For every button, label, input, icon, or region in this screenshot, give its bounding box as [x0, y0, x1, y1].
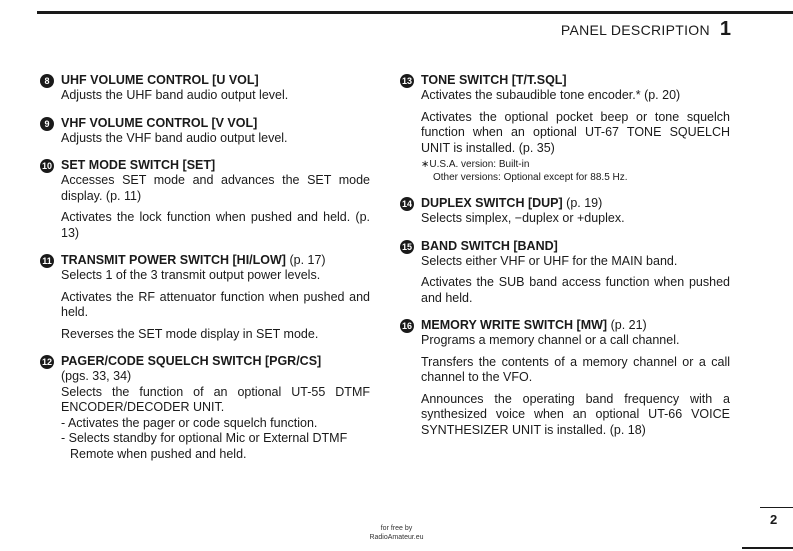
item-vhf-volume — [40, 115, 370, 147]
top-rule — [37, 11, 793, 14]
item-number-badge: 8 — [40, 74, 54, 88]
item-band-switch — [400, 238, 730, 307]
list-item: - Selects standby for optional Mic or External DTMF Remote when pushed and held. — [61, 431, 348, 461]
item-text: Activates the subaudible tone encoder.* (p. 20) — [421, 88, 681, 102]
page-ref: (pgs. 33, 34) — [61, 369, 132, 383]
item-pager-code-squelch — [40, 353, 370, 462]
item-heading — [421, 317, 730, 333]
item-number-badge: 11 — [40, 254, 54, 268]
chapter-number: 1 — [719, 18, 731, 40]
item-text: Accesses SET mode and advances the SET mode display. (p. 11) — [61, 173, 370, 203]
item-tone-switch — [400, 72, 730, 184]
footer-credit — [0, 524, 793, 542]
item-text: Announces the operating band frequency with a synthesized voice when an optional UT-66 VOICE SYNTHESIZER UNIT is installed. (p. 18) — [421, 391, 730, 437]
bottom-edge-mark — [742, 547, 793, 549]
item-text: Reverses the SET mode display in SET mode. — [61, 326, 319, 341]
page-title: PANEL DESCRIPTION — [560, 22, 710, 38]
item-heading-text: DUPLEX SWITCH [DUP] — [421, 196, 563, 210]
item-heading: VHF VOLUME CONTROL [V VOL] — [61, 115, 258, 130]
page-ref: (p. 21) — [610, 318, 647, 332]
item-text: Programs a memory channel or a call channel. — [421, 333, 680, 347]
item-text: Activates the lock function when pushed and held. (p. 13) — [61, 210, 370, 240]
item-heading: SET MODE SWITCH [SET] — [61, 158, 216, 172]
item-text: Selects simplex, −duplex or +duplex. — [421, 211, 625, 225]
item-heading-text: MEMORY WRITE SWITCH [MW] — [421, 318, 608, 332]
item-memory-write — [400, 317, 730, 438]
footnote — [421, 158, 730, 184]
page-number: 2 — [770, 512, 778, 527]
item-number-badge: 13 — [401, 76, 412, 86]
item-text: Activates the SUB band access function when pushed and held. — [421, 275, 730, 305]
item-heading — [421, 195, 730, 211]
list-item: - Activates the pager or code squelch function. — [61, 415, 318, 430]
footer-line: RadioAmateur.eu — [369, 534, 424, 541]
item-heading: UHF VOLUME CONTROL [U VOL] — [61, 73, 259, 87]
footer-line: for free by — [380, 525, 413, 532]
item-number-badge: 9 — [40, 117, 54, 131]
item-text: Selects the function of an optional UT-55 DTMF ENCODER/DECODER UNIT. — [61, 384, 370, 414]
item-heading: PAGER/CODE SQUELCH SWITCH [PGR/CS] — [61, 354, 322, 368]
item-number-badge: 12 — [41, 357, 52, 367]
item-heading: BAND SWITCH [BAND] — [421, 238, 558, 253]
item-text: Adjusts the VHF band audio output level. — [61, 130, 288, 145]
item-number-badge: 16 — [401, 321, 412, 331]
item-number-badge: 14 — [401, 199, 412, 209]
item-heading — [61, 252, 370, 268]
item-text: Selects either VHF or UHF for the MAIN band. — [421, 253, 678, 268]
item-number-badge: 10 — [41, 161, 52, 171]
item-heading: TONE SWITCH [T/T.SQL] — [421, 73, 567, 87]
item-text: Activates the optional pocket beep or tone squelch function when an optional UT-67 TONE SQUELCH UNIT is installed. (p. 35) — [421, 109, 730, 155]
item-text: Transfers the contents of a memory channel or a call channel to the VFO. — [421, 354, 730, 384]
right-column — [400, 72, 730, 449]
item-text: Selects 1 of the 3 transmit output power levels. — [61, 268, 321, 282]
footnote-line: ∗U.S.A. version: Built-in — [421, 159, 530, 170]
item-transmit-power — [40, 252, 370, 342]
item-heading-text: TRANSMIT POWER SWITCH [HI/LOW] — [61, 253, 286, 267]
item-set-mode — [40, 157, 370, 241]
item-text: Activates the RF attenuator function when pushed and held. — [61, 289, 370, 319]
footnote-line: Other versions: Optional except for 88.5 Hz. — [433, 172, 628, 183]
page-number-rule — [760, 507, 793, 508]
left-column — [40, 72, 370, 473]
page-header — [561, 18, 731, 41]
item-number-badge: 15 — [401, 241, 412, 252]
sub-list — [61, 416, 370, 463]
item-uhf-volume — [40, 72, 370, 104]
page-ref: (p. 19) — [566, 196, 603, 210]
item-duplex-switch — [400, 195, 730, 227]
page-ref: (p. 17) — [289, 253, 326, 267]
item-text: Adjusts the UHF band audio output level. — [61, 88, 289, 102]
